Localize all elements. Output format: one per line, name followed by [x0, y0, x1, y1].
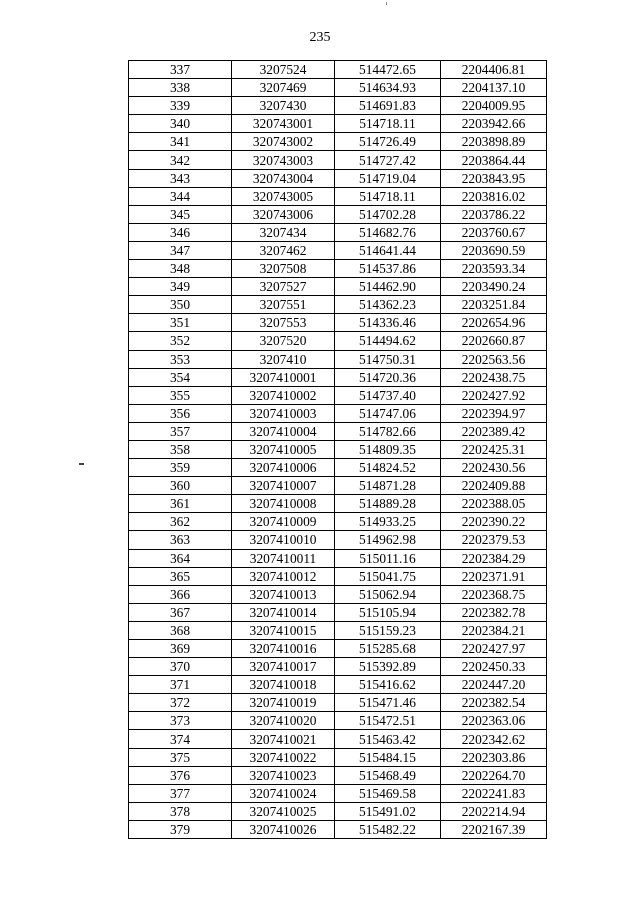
table-row: [129, 621, 547, 639]
x-coordinate-cell: 515491.02: [335, 802, 441, 820]
row-number-cell: 379: [129, 820, 232, 838]
table-row: [129, 350, 547, 368]
row-number-cell: 349: [129, 278, 232, 296]
x-coordinate-cell: 514782.66: [335, 422, 441, 440]
row-number-cell: 377: [129, 784, 232, 802]
table-row: [129, 640, 547, 658]
row-number-cell: 356: [129, 404, 232, 422]
x-coordinate-cell: 515105.94: [335, 603, 441, 621]
point-id-cell: 3207410009: [232, 513, 335, 531]
x-coordinate-cell: 515463.42: [335, 730, 441, 748]
table-row: [129, 386, 547, 404]
point-id-cell: 320743004: [232, 169, 335, 187]
x-coordinate-cell: 514362.23: [335, 296, 441, 314]
y-coordinate-cell: 2202388.05: [441, 495, 547, 513]
point-id-cell: 3207410017: [232, 658, 335, 676]
y-coordinate-cell: 2202384.29: [441, 549, 547, 567]
point-id-cell: 3207410023: [232, 766, 335, 784]
point-id-cell: 3207410021: [232, 730, 335, 748]
row-number-cell: 364: [129, 549, 232, 567]
x-coordinate-cell: 514750.31: [335, 350, 441, 368]
row-number-cell: 342: [129, 151, 232, 169]
table-row: [129, 368, 547, 386]
point-id-cell: 3207508: [232, 260, 335, 278]
x-coordinate-cell: 514747.06: [335, 404, 441, 422]
y-coordinate-cell: 2202342.62: [441, 730, 547, 748]
y-coordinate-cell: 2204406.81: [441, 61, 547, 79]
point-id-cell: 3207410010: [232, 531, 335, 549]
y-coordinate-cell: 2202368.75: [441, 585, 547, 603]
x-coordinate-cell: 514809.35: [335, 440, 441, 458]
y-coordinate-cell: 2202563.56: [441, 350, 547, 368]
row-number-cell: 361: [129, 495, 232, 513]
table-row: [129, 658, 547, 676]
x-coordinate-cell: 515285.68: [335, 640, 441, 658]
table-row: [129, 296, 547, 314]
row-number-cell: 373: [129, 712, 232, 730]
row-number-cell: 376: [129, 766, 232, 784]
row-number-cell: 358: [129, 440, 232, 458]
table-row: [129, 440, 547, 458]
y-coordinate-cell: 2202389.42: [441, 422, 547, 440]
table-row: [129, 79, 547, 97]
row-number-cell: 363: [129, 531, 232, 549]
row-number-cell: 360: [129, 477, 232, 495]
row-number-cell: 346: [129, 223, 232, 241]
row-number-cell: 347: [129, 241, 232, 259]
x-coordinate-cell: 515469.58: [335, 784, 441, 802]
table-row: [129, 549, 547, 567]
row-number-cell: 374: [129, 730, 232, 748]
x-coordinate-cell: 514462.90: [335, 278, 441, 296]
point-id-cell: 3207410014: [232, 603, 335, 621]
y-coordinate-cell: 2202363.06: [441, 712, 547, 730]
y-coordinate-cell: 2204137.10: [441, 79, 547, 97]
point-id-cell: 3207410026: [232, 820, 335, 838]
row-number-cell: 338: [129, 79, 232, 97]
row-number-cell: 367: [129, 603, 232, 621]
y-coordinate-cell: 2202303.86: [441, 748, 547, 766]
table-row: [129, 314, 547, 332]
y-coordinate-cell: 2202654.96: [441, 314, 547, 332]
y-coordinate-cell: 2204009.95: [441, 97, 547, 115]
point-id-cell: 3207434: [232, 223, 335, 241]
table-row: [129, 260, 547, 278]
point-id-cell: 320743001: [232, 115, 335, 133]
x-coordinate-cell: 514702.28: [335, 205, 441, 223]
row-number-cell: 351: [129, 314, 232, 332]
y-coordinate-cell: 2203843.95: [441, 169, 547, 187]
table-body: [129, 61, 547, 839]
row-number-cell: 357: [129, 422, 232, 440]
y-coordinate-cell: 2203690.59: [441, 241, 547, 259]
x-coordinate-cell: 515062.94: [335, 585, 441, 603]
x-coordinate-cell: 514737.40: [335, 386, 441, 404]
y-coordinate-cell: 2203490.24: [441, 278, 547, 296]
point-id-cell: 3207410001: [232, 368, 335, 386]
row-number-cell: 344: [129, 187, 232, 205]
row-number-cell: 365: [129, 567, 232, 585]
point-id-cell: 3207410024: [232, 784, 335, 802]
table-row: [129, 187, 547, 205]
table-row: [129, 784, 547, 802]
point-id-cell: 3207469: [232, 79, 335, 97]
row-number-cell: 352: [129, 332, 232, 350]
table-row: [129, 332, 547, 350]
point-id-cell: 3207410015: [232, 621, 335, 639]
row-number-cell: 375: [129, 748, 232, 766]
table-row: [129, 531, 547, 549]
point-id-cell: 3207462: [232, 241, 335, 259]
table-row: [129, 241, 547, 259]
row-number-cell: 348: [129, 260, 232, 278]
row-number-cell: 368: [129, 621, 232, 639]
row-number-cell: 341: [129, 133, 232, 151]
x-coordinate-cell: 515471.46: [335, 694, 441, 712]
table-row: [129, 730, 547, 748]
table-row: [129, 766, 547, 784]
x-coordinate-cell: 514682.76: [335, 223, 441, 241]
row-number-cell: 372: [129, 694, 232, 712]
x-coordinate-cell: 514336.46: [335, 314, 441, 332]
x-coordinate-cell: 514719.04: [335, 169, 441, 187]
point-id-cell: 3207410013: [232, 585, 335, 603]
x-coordinate-cell: 514720.36: [335, 368, 441, 386]
table-row: [129, 802, 547, 820]
table-row: [129, 748, 547, 766]
point-id-cell: 3207410019: [232, 694, 335, 712]
table-row: [129, 115, 547, 133]
row-number-cell: 337: [129, 61, 232, 79]
y-coordinate-cell: 2202390.22: [441, 513, 547, 531]
x-coordinate-cell: 514889.28: [335, 495, 441, 513]
row-number-cell: 371: [129, 676, 232, 694]
y-coordinate-cell: 2203898.89: [441, 133, 547, 151]
y-coordinate-cell: 2202167.39: [441, 820, 547, 838]
table-row: [129, 694, 547, 712]
x-coordinate-cell: 514824.52: [335, 459, 441, 477]
point-id-cell: 3207551: [232, 296, 335, 314]
x-coordinate-cell: 514634.93: [335, 79, 441, 97]
table-row: [129, 151, 547, 169]
point-id-cell: 3207410016: [232, 640, 335, 658]
table-row: [129, 223, 547, 241]
row-number-cell: 339: [129, 97, 232, 115]
point-id-cell: 3207410005: [232, 440, 335, 458]
scan-mark: [386, 2, 387, 5]
y-coordinate-cell: 2202379.53: [441, 531, 547, 549]
y-coordinate-cell: 2202264.70: [441, 766, 547, 784]
x-coordinate-cell: 515011.16: [335, 549, 441, 567]
table-row: [129, 459, 547, 477]
x-coordinate-cell: 514871.28: [335, 477, 441, 495]
point-id-cell: 3207524: [232, 61, 335, 79]
y-coordinate-cell: 2203864.44: [441, 151, 547, 169]
table-row: [129, 422, 547, 440]
coordinates-table: [128, 60, 547, 839]
point-id-cell: 320743003: [232, 151, 335, 169]
y-coordinate-cell: 2203593.34: [441, 260, 547, 278]
table-row: [129, 676, 547, 694]
x-coordinate-cell: 514537.86: [335, 260, 441, 278]
table-row: [129, 513, 547, 531]
table-row: [129, 712, 547, 730]
x-coordinate-cell: 515482.22: [335, 820, 441, 838]
x-coordinate-cell: 514718.11: [335, 187, 441, 205]
row-number-cell: 359: [129, 459, 232, 477]
y-coordinate-cell: 2202447.20: [441, 676, 547, 694]
y-coordinate-cell: 2202382.54: [441, 694, 547, 712]
point-id-cell: 3207553: [232, 314, 335, 332]
margin-mark: [79, 463, 84, 465]
y-coordinate-cell: 2203786.22: [441, 205, 547, 223]
table-row: [129, 278, 547, 296]
row-number-cell: 355: [129, 386, 232, 404]
point-id-cell: 3207410020: [232, 712, 335, 730]
row-number-cell: 366: [129, 585, 232, 603]
x-coordinate-cell: 515159.23: [335, 621, 441, 639]
table-row: [129, 61, 547, 79]
y-coordinate-cell: 2202409.88: [441, 477, 547, 495]
point-id-cell: 3207410008: [232, 495, 335, 513]
table-row: [129, 603, 547, 621]
point-id-cell: 3207410: [232, 350, 335, 368]
x-coordinate-cell: 515484.15: [335, 748, 441, 766]
table-row: [129, 567, 547, 585]
x-coordinate-cell: 514494.62: [335, 332, 441, 350]
row-number-cell: 378: [129, 802, 232, 820]
row-number-cell: 370: [129, 658, 232, 676]
table-row: [129, 133, 547, 151]
x-coordinate-cell: 514726.49: [335, 133, 441, 151]
point-id-cell: 3207410003: [232, 404, 335, 422]
point-id-cell: 320743005: [232, 187, 335, 205]
row-number-cell: 343: [129, 169, 232, 187]
y-coordinate-cell: 2202214.94: [441, 802, 547, 820]
row-number-cell: 345: [129, 205, 232, 223]
point-id-cell: 3207430: [232, 97, 335, 115]
row-number-cell: 362: [129, 513, 232, 531]
x-coordinate-cell: 515392.89: [335, 658, 441, 676]
x-coordinate-cell: 514962.98: [335, 531, 441, 549]
y-coordinate-cell: 2202427.97: [441, 640, 547, 658]
point-id-cell: 320743002: [232, 133, 335, 151]
table-row: [129, 477, 547, 495]
x-coordinate-cell: 515041.75: [335, 567, 441, 585]
y-coordinate-cell: 2202438.75: [441, 368, 547, 386]
x-coordinate-cell: 515416.62: [335, 676, 441, 694]
point-id-cell: 3207410011: [232, 549, 335, 567]
row-number-cell: 340: [129, 115, 232, 133]
y-coordinate-cell: 2202660.87: [441, 332, 547, 350]
point-id-cell: 3207410022: [232, 748, 335, 766]
point-id-cell: 3207410006: [232, 459, 335, 477]
row-number-cell: 369: [129, 640, 232, 658]
y-coordinate-cell: 2202427.92: [441, 386, 547, 404]
point-id-cell: 3207410002: [232, 386, 335, 404]
y-coordinate-cell: 2202384.21: [441, 621, 547, 639]
table-row: [129, 585, 547, 603]
x-coordinate-cell: 515468.49: [335, 766, 441, 784]
row-number-cell: 353: [129, 350, 232, 368]
x-coordinate-cell: 514472.65: [335, 61, 441, 79]
y-coordinate-cell: 2203816.02: [441, 187, 547, 205]
table-row: [129, 205, 547, 223]
y-coordinate-cell: 2203251.84: [441, 296, 547, 314]
table-row: [129, 97, 547, 115]
table-row: [129, 404, 547, 422]
x-coordinate-cell: 514933.25: [335, 513, 441, 531]
point-id-cell: 3207410007: [232, 477, 335, 495]
row-number-cell: 354: [129, 368, 232, 386]
point-id-cell: 3207410004: [232, 422, 335, 440]
y-coordinate-cell: 2202430.56: [441, 459, 547, 477]
point-id-cell: 3207520: [232, 332, 335, 350]
point-id-cell: 320743006: [232, 205, 335, 223]
y-coordinate-cell: 2202382.78: [441, 603, 547, 621]
x-coordinate-cell: 514641.44: [335, 241, 441, 259]
table-row: [129, 820, 547, 838]
point-id-cell: 3207410025: [232, 802, 335, 820]
y-coordinate-cell: 2203942.66: [441, 115, 547, 133]
y-coordinate-cell: 2202450.33: [441, 658, 547, 676]
y-coordinate-cell: 2203760.67: [441, 223, 547, 241]
y-coordinate-cell: 2202394.97: [441, 404, 547, 422]
point-id-cell: 3207410018: [232, 676, 335, 694]
x-coordinate-cell: 515472.51: [335, 712, 441, 730]
page-number: 235: [309, 30, 331, 45]
row-number-cell: 350: [129, 296, 232, 314]
y-coordinate-cell: 2202371.91: [441, 567, 547, 585]
y-coordinate-cell: 2202425.31: [441, 440, 547, 458]
x-coordinate-cell: 514691.83: [335, 97, 441, 115]
y-coordinate-cell: 2202241.83: [441, 784, 547, 802]
point-id-cell: 3207410012: [232, 567, 335, 585]
x-coordinate-cell: 514718.11: [335, 115, 441, 133]
table-row: [129, 169, 547, 187]
point-id-cell: 3207527: [232, 278, 335, 296]
x-coordinate-cell: 514727.42: [335, 151, 441, 169]
table-row: [129, 495, 547, 513]
